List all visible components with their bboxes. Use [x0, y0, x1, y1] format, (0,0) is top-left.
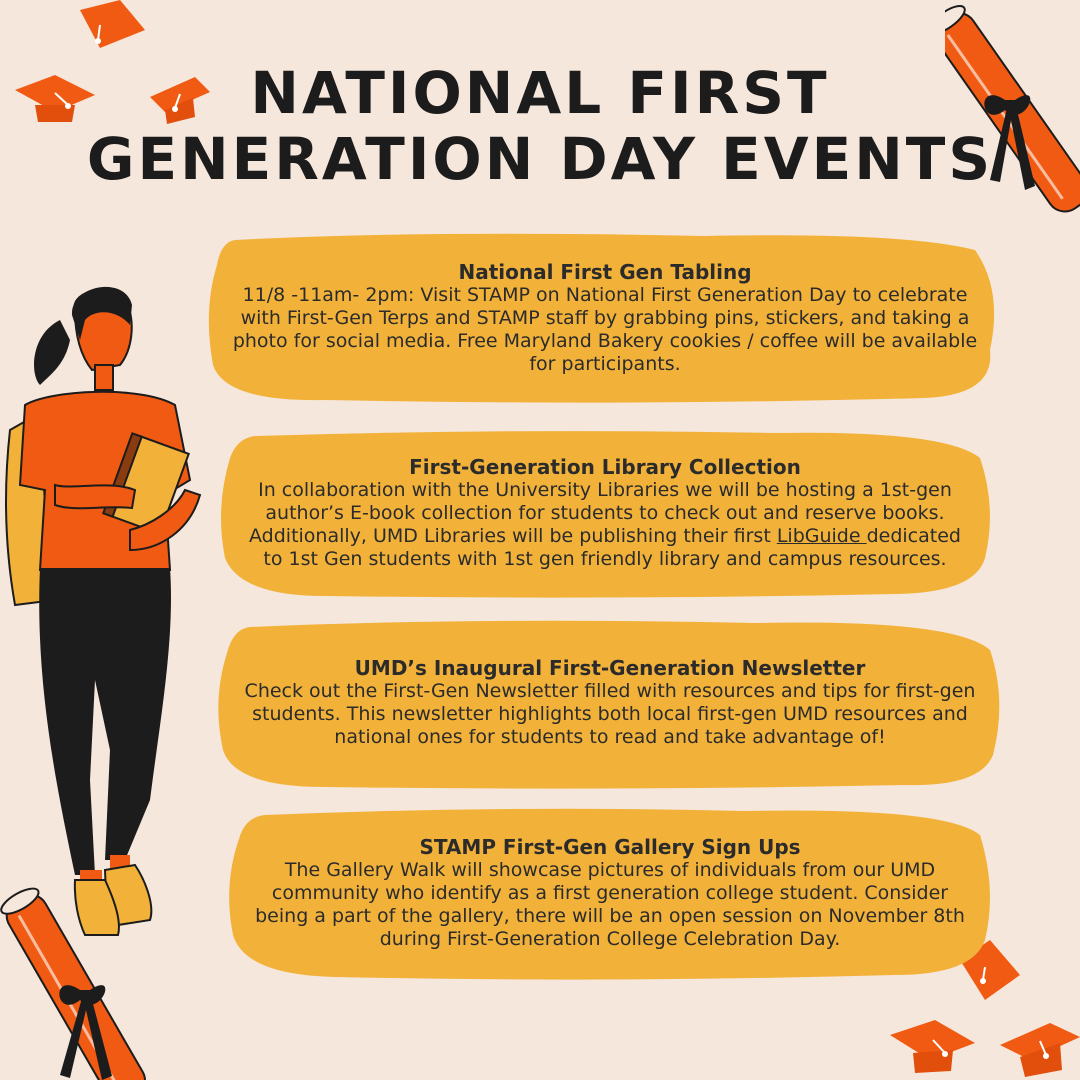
event-description-text: In collaboration with the University Libraries we will be hosting a 1st-gen author’s E-book collection for students to check out and reserve books. Additionally, UMD Libraries will be publishing their first — [249, 479, 952, 547]
event-heading: UMD’s Inaugural First-Generation Newsletter — [354, 656, 866, 680]
graduation-cap-icon — [10, 70, 100, 130]
graduation-cap-icon — [70, 0, 150, 60]
graduation-cap-icon — [885, 1015, 980, 1075]
event-card-library — [215, 428, 995, 598]
title-line-2: GENERATION DAY EVENTS — [86, 125, 994, 193]
event-card-tabling — [205, 230, 1005, 405]
event-heading: National First Gen Tabling — [458, 259, 752, 284]
event-description-text: dedicated to 1st Gen students with 1st gen friendly library and campus resources. — [263, 525, 961, 570]
event-heading: STAMP First-Gen Gallery Sign Ups — [419, 834, 801, 859]
event-card-newsletter — [215, 615, 1005, 790]
event-description: Check out the First-Gen Newsletter filled with resources and tips for first-gen students. This newsletter highlights both local first-gen UMD resources and national ones for students to read and take advantage of! — [244, 680, 976, 748]
student-holding-book-illustration — [0, 280, 220, 940]
event-card-gallery — [225, 805, 995, 980]
event-description — [237, 479, 973, 571]
diploma-scroll-icon — [945, 0, 1080, 215]
event-heading: First-Generation Library Collection — [409, 455, 801, 479]
graduation-cap-icon — [145, 72, 215, 127]
title-line-1: NATIONAL FIRST — [250, 59, 830, 127]
graduation-cap-icon — [990, 1015, 1080, 1080]
event-description: 11/8 -11am- 2pm: Visit STAMP on National First Generation Day to celebrate with First-Gen Terps and STAMP staff by grabbing pins, stickers, and taking a photo for social media. Free Maryland Bakery cookies / coffee will be available for participants. — [232, 283, 978, 375]
event-description: The Gallery Walk will showcase pictures of individuals from our UMD community who identify as a first generation college student. Consider being a part of the gallery, there will be an open session on November 8th during First-Generation College Celebration Day. — [255, 858, 965, 950]
libguide-link[interactable]: LibGuide — [776, 525, 867, 547]
